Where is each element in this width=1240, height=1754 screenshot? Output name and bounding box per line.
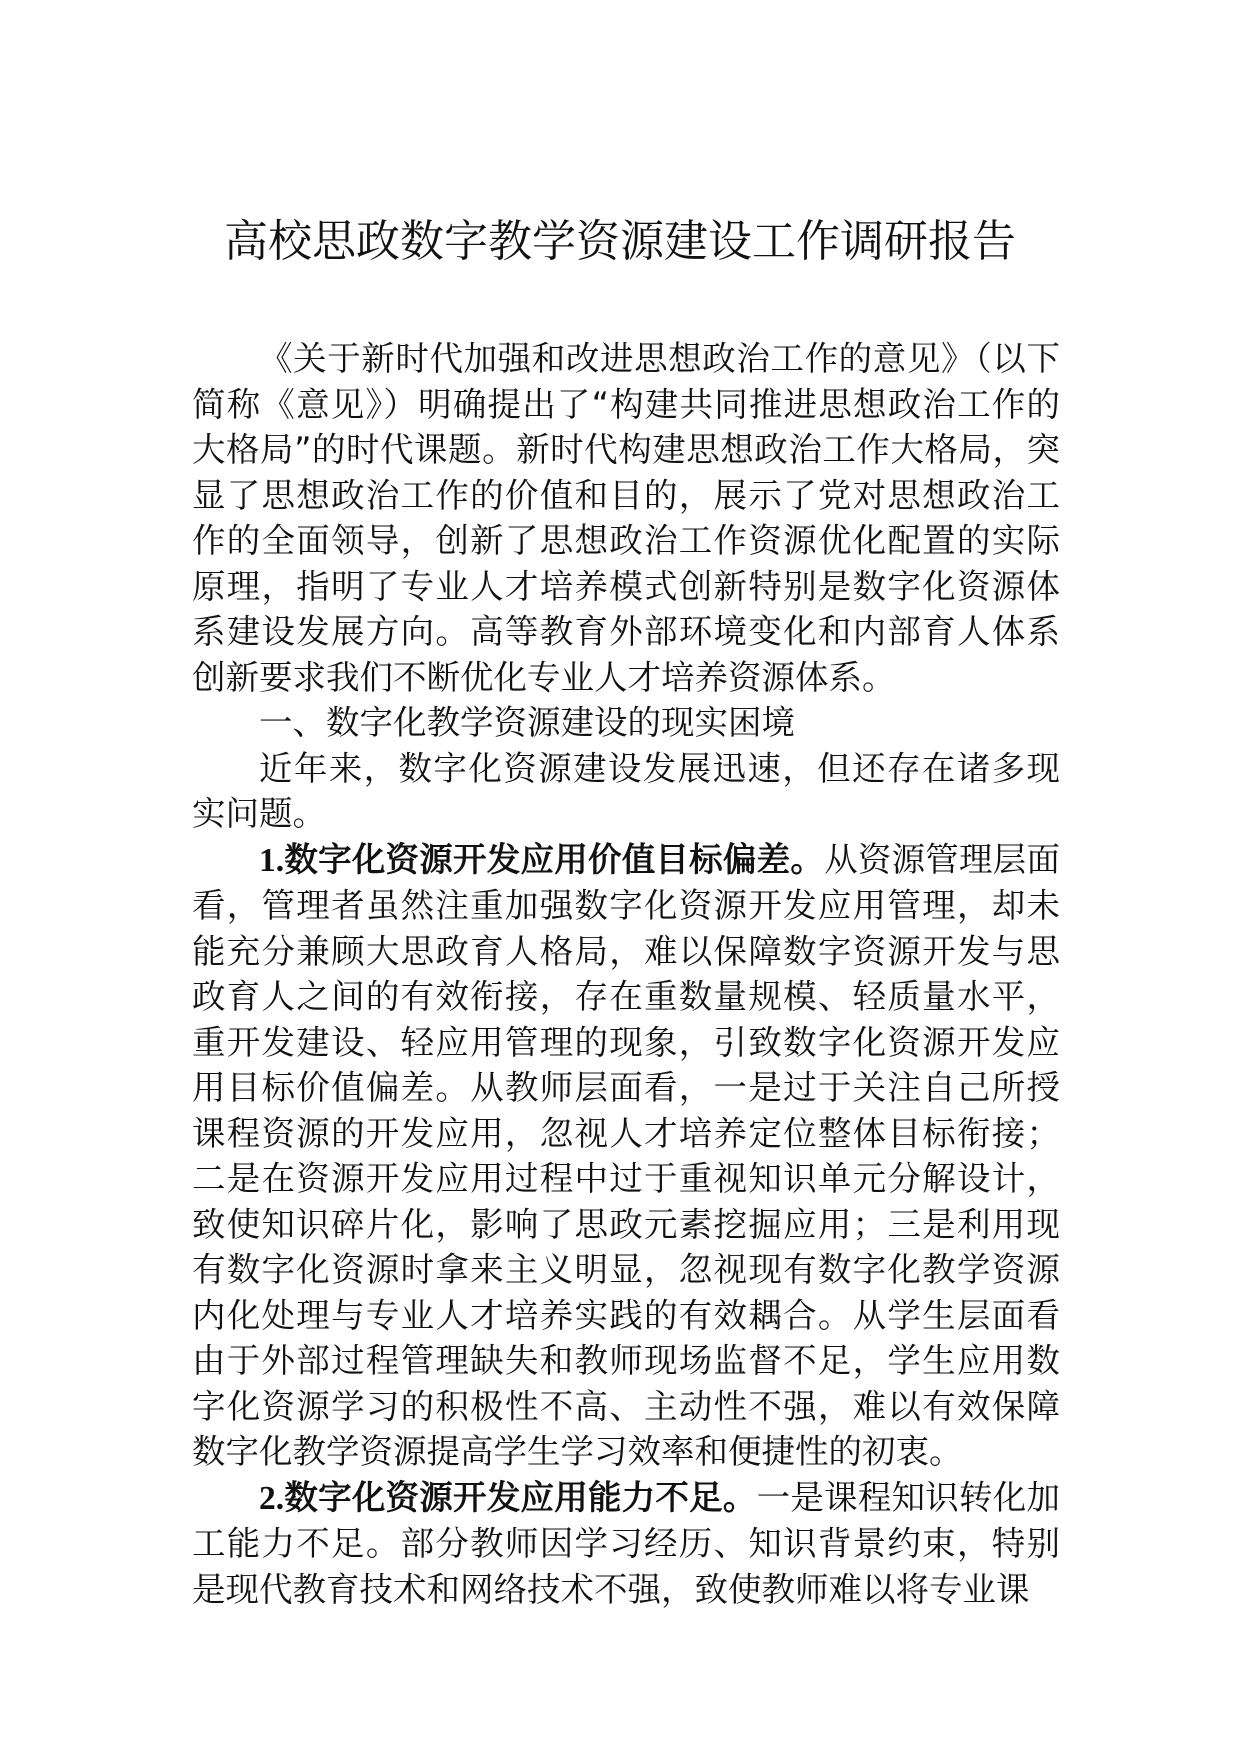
paragraph-section-intro [192, 746, 1060, 837]
point-heading: 数字化资源开发应用价值目标偏差。 [284, 839, 825, 879]
point-heading: 数字化资源开发应用能力不足。 [284, 1477, 757, 1517]
point-number: 1. [259, 841, 285, 879]
paragraph-text: 一是课程知识转化加工能力不足。部分教师因学习经历、知识背景约束，特别是现代教育技术和网络技术不强，致使教师难以将专业课 [192, 1477, 1061, 1609]
document-body [192, 336, 1060, 1612]
section-heading-text: 一、数字化教学资源建设的现实困境 [259, 703, 795, 742]
point-number: 2. [259, 1479, 285, 1517]
section-heading [192, 700, 1060, 746]
paragraph-text: 《关于新时代加强和改进思想政治工作的意见》（以下简称《意见》）明确提出了“构建共同推进思想政治工作的大格局”的时代课题。新时代构建思想政治工作大格局，突显了思想政治工作的价值和目的，展示了党对思想政治工作的全面领导，创新了思想政治工作资源优化配置的实际原理，指明了专业人才培养模式创新特别是数字化资源体系建设发展方向。高等教育外部环境变化和内部育人体系创新要求我们不断优化专业人才培养资源体系。 [192, 339, 1060, 697]
paragraph-text: 近年来，数字化资源建设发展迅速，但还存在诸多现实问题。 [192, 748, 1060, 833]
paragraph-point-2 [192, 1475, 1060, 1613]
paragraph-text: 从资源管理层面看，管理者虽然注重加强数字化资源开发应用管理，却未能充分兼顾大思政育人格局，难以保障数字资源开发与思政育人之间的有效衔接，存在重数量规模、轻质量水平，重开发建设、轻应用管理的现象，引致数字化资源开发应用目标价值偏差。从教师层面看，一是过于关注自己所授课程资源的开发应用，忽视人才培养定位整体目标衔接；二是在资源开发应用过程中过于重视知识单元分解设计，致使知识碎片化，影响了思政元素挖掘应用；三是利用现有数字化资源时拿来主义明显，忽视现有数字化教学资源内化处理与专业人才培养实践的有效耦合。从学生层面看由于外部过程管理缺失和教师现场监督不足，学生应用数字化资源学习的积极性不高、主动性不强，难以有效保障数字化教学资源提高学生学习效率和便捷性的初衷。 [192, 839, 1061, 1471]
paragraph-intro [192, 336, 1060, 700]
paragraph-point-1 [192, 837, 1060, 1475]
document-title: 高校思政数字教学资源建设工作调研报告 [224, 216, 1016, 267]
